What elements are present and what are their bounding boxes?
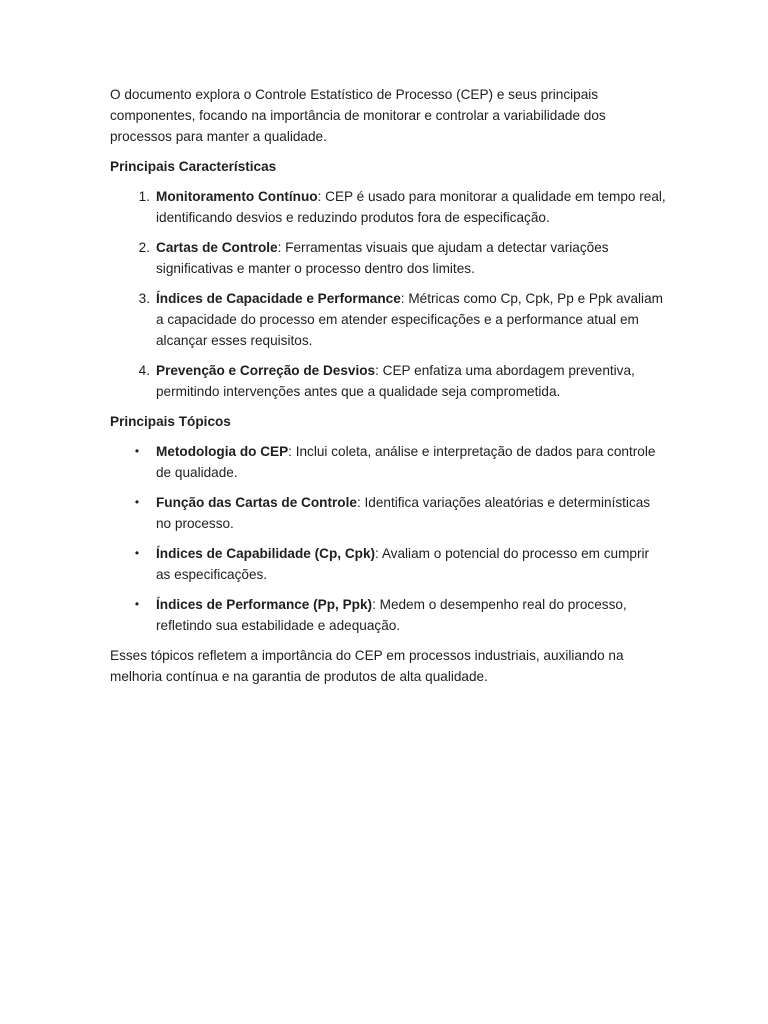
item-description: : Avaliam o potencial do processo em cumprir as especificações. [156,546,650,582]
topics-list-item [110,594,666,636]
item-term: Função das Cartas de Controle [156,495,357,510]
topics-list [110,441,666,636]
item-description: : Identifica variações aleatórias e determinísticas no processo. [156,495,651,531]
intro-paragraph: O documento explora o Controle Estatístico de Processo (CEP) e seus principais componentes, focando na importância de monitorar e controlar a variabilidade dos processos para manter a qualidade. [110,87,606,144]
item-description: : Métricas como Cp, Cpk, Pp e Ppk avaliam a capacidade do processo em atender especificações e a performance atual em alcançar esses requisitos. [156,291,663,348]
item-description: : Inclui coleta, análise e interpretação de dados para controle de qualidade. [156,444,656,480]
item-description: : CEP enfatiza uma abordagem preventiva, permitindo intervenções antes que a qualidade seja comprometida. [156,363,635,399]
item-description: : Medem o desempenho real do processo, refletindo sua estabilidade e adequação. [156,597,627,633]
list-number: 4. [138,363,150,378]
item-term: Prevenção e Correção de Desvios [156,363,376,378]
list-number: 3. [138,291,150,306]
characteristics-list [110,186,666,402]
topics-list-item [110,543,666,585]
characteristics-list-item [110,360,666,402]
characteristics-list-item [110,186,666,228]
topics-list-item [110,492,666,534]
bullet-icon: • [134,495,140,509]
item-term: Monitoramento Contínuo [156,189,318,204]
topics-heading: Principais Tópicos [110,414,231,429]
bullet-icon: • [134,444,140,458]
item-term: Índices de Performance (Pp, Ppk) [156,597,373,612]
topics-list-item [110,441,666,483]
item-term: Índices de Capabilidade (Cp, Cpk) [156,546,376,561]
item-term: Metodologia do CEP [156,444,289,459]
characteristics-heading: Principais Características [110,159,277,174]
bullet-icon: • [134,546,140,560]
characteristics-list-item [110,237,666,279]
item-term: Cartas de Controle [156,240,278,255]
item-description: : Ferramentas visuais que ajudam a detectar variações significativas e manter o processo dentro dos limites. [156,240,609,276]
list-number: 1. [138,189,150,204]
item-term: Índices de Capacidade e Performance [156,291,401,306]
item-description: : CEP é usado para monitorar a qualidade em tempo real, identificando desvios e reduzindo produtos fora de especificação. [156,189,666,225]
list-number: 2. [138,240,150,255]
characteristics-list-item [110,288,666,351]
conclusion-paragraph: Esses tópicos refletem a importância do CEP em processos industriais, auxiliando na melhoria contínua e na garantia de produtos de alta qualidade. [110,648,624,684]
bullet-icon: • [134,597,140,611]
document-page [110,84,666,696]
